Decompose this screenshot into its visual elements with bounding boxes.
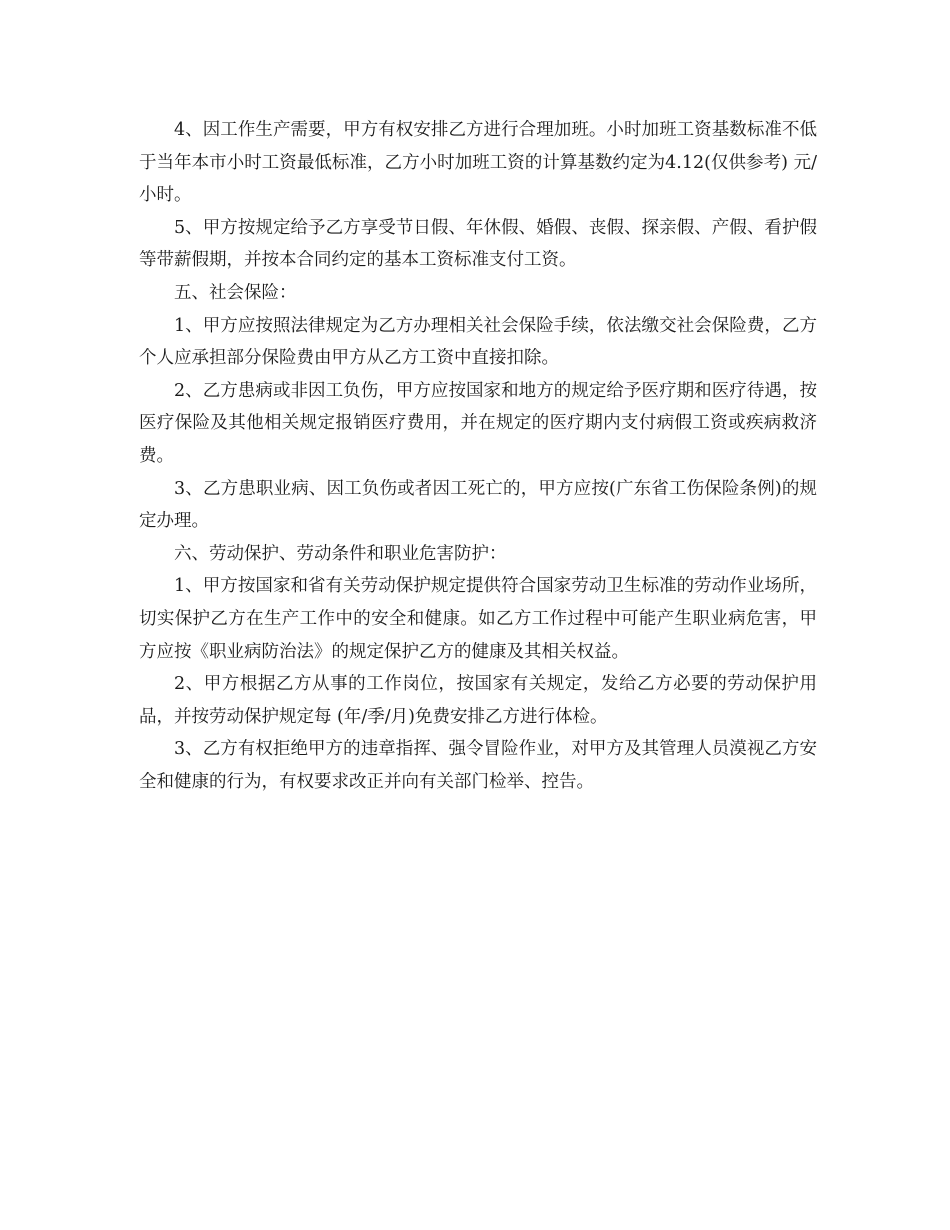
paragraph-overtime: 4、因工作生产需要，甲方有权安排乙方进行合理加班。小时加班工资基数标准不低于当年本市小时工资最低标准，乙方小时加班工资的计算基数约定为4.12(仅供参考) 元/小时。: [139, 120, 817, 206]
document-body: [139, 114, 817, 798]
section-heading-social-insurance: 五、社会保险：: [174, 282, 297, 303]
paragraph-right-to-refuse: 3、乙方有权拒绝甲方的违章指挥、强令冒险作业，对甲方及其管理人员漠视乙方安全和健康的行为，有权要求改正并向有关部门检举、控告。: [139, 739, 817, 792]
paragraph-work-injury: 3、乙方患职业病、因工负伤或者因工死亡的，甲方应按(广东省工伤保险条例)的规定办理。: [139, 478, 817, 532]
paragraph-sick-leave: 2、乙方患病或非因工负伤，甲方应按国家和地方的规定给予医疗期和医疗待遇，按医疗保险及其他相关规定报销医疗费用，并在规定的医疗期内支付病假工资或疾病救济费。: [139, 380, 817, 466]
section-heading-labor-protection: 六、劳动保护、劳动条件和职业危害防护：: [174, 543, 507, 564]
paragraph-workplace-safety: 1、甲方按国家和省有关劳动保护规定提供符合国家劳动卫生标准的劳动作业场所，切实保护乙方在生产工作中的安全和健康。如乙方工作过程中可能产生职业病危害，甲方应按《职业病防治法》的规定保护乙方的健康及其相关权益。: [139, 576, 817, 662]
paragraph-paid-leave: 5、甲方按规定给予乙方享受节日假、年休假、婚假、丧假、探亲假、产假、看护假等带薪假期，并按本合同约定的基本工资标准支付工资。: [139, 217, 817, 271]
paragraph-protective-equipment: 2、甲方根据乙方从事的工作岗位，按国家有关规定，发给乙方必要的劳动保护用品，并按劳动保护规定每 (年/季/月)免费安排乙方进行体检。: [139, 674, 817, 727]
paragraph-insurance-procedures: 1、甲方应按照法律规定为乙方办理相关社会保险手续，依法缴交社会保险费，乙方个人应承担部分保险费由甲方从乙方工资中直接扣除。: [139, 315, 817, 369]
